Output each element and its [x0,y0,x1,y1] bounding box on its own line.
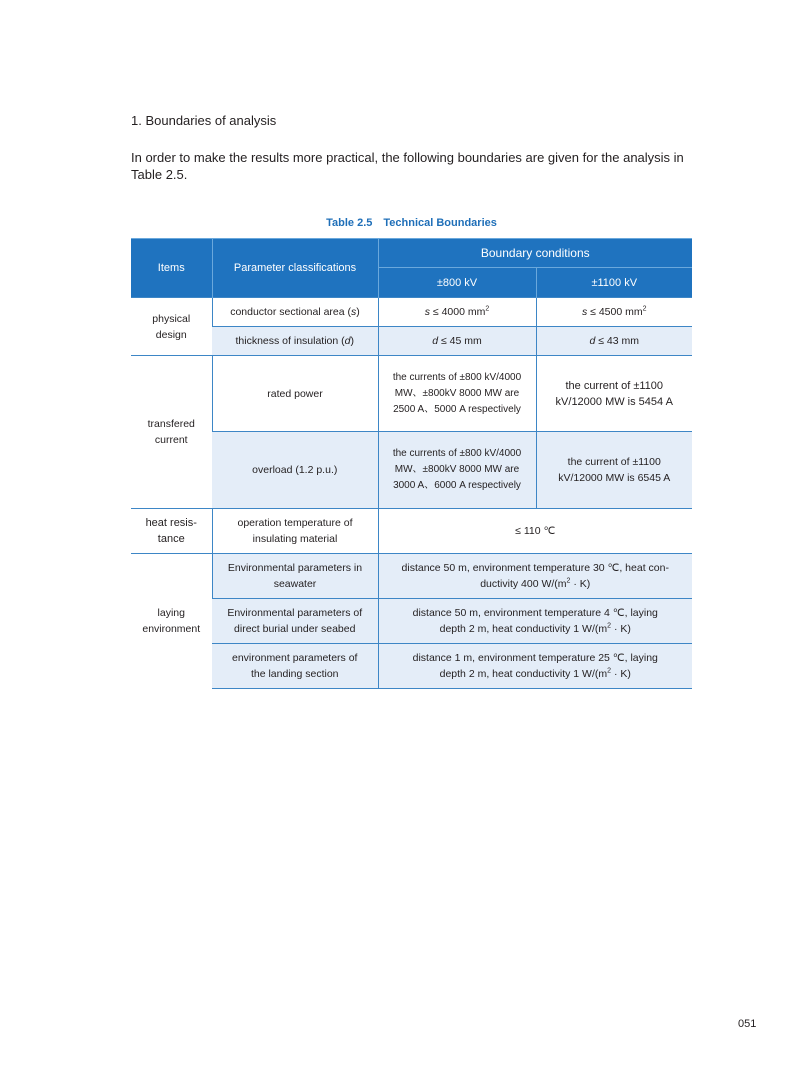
value-cell: the currents of ±800 kV/4000 MW、±800kV 8000 MW are 3000 A、6000 A respectively [378,432,536,509]
value-cell: distance 1 m, environment temperature 25 ℃, laying depth 2 m, heat conductivity 1 $W/(m^2 \cdot K)$ [378,644,692,689]
value-cell: d ≤ 43 mm [536,327,692,356]
table-row [131,432,692,509]
table-row [131,554,692,599]
table-row [131,356,692,432]
item-cell: laying environment [131,554,212,689]
header-items: Items [131,239,212,298]
value-cell: distance 50 m, environment temperature 4 ℃, laying depth 2 m, heat conductivity 1 $W/(m^2 \cdot K)$ [378,599,692,644]
value-cell: the current of ±1100 kV/12000 MW is 6545 A [536,432,692,509]
param-cell: overload (1.2 p.u.) [212,432,378,509]
value-cell: s ≤ 4000 $mm^2$ [378,298,536,327]
page-number: 051 [738,1018,757,1030]
value-cell: the current of ±1100 kV/12000 MW is 5454 A [536,356,692,432]
intro-paragraph: In order to make the results more practical, the following boundaries are given for the analysis in Table 2.5. [131,150,684,182]
table-caption: Table 2.5 Technical Boundaries [326,217,497,229]
table-row [131,509,692,554]
section-heading: 1. Boundaries of analysis [131,113,277,128]
header-params: Parameter classifications [212,239,378,298]
param-cell: rated power [212,356,378,432]
table-row [131,599,692,644]
header-boundary: Boundary conditions [378,239,692,268]
value-cell: d ≤ 45 mm [378,327,536,356]
param-cell: Environmental parameters in seawater [212,554,378,599]
value-cell: ≤ 110 ℃ [378,509,692,554]
param-cell: environment parameters of the landing section [212,644,378,689]
value-cell: distance 50 m, environment temperature 30 ℃, heat con-ductivity 400 $W/(m^2 \cdot K)$ [378,554,692,599]
technical-boundaries-table [131,238,692,689]
table-row [131,644,692,689]
table-row [131,298,692,327]
item-cell: transfered current [131,356,212,509]
header-1100kv: ±1100 kV [536,268,692,298]
param-cell: conductor sectional area (s) [212,298,378,327]
param-cell: Environmental parameters of direct burial under seabed [212,599,378,644]
item-cell: heat resis-tance [131,509,212,554]
param-cell: thickness of insulation (d) [212,327,378,356]
header-800kv: ±800 kV [378,268,536,298]
value-cell: s ≤ 4500 $mm^2$ [536,298,692,327]
table-row [131,327,692,356]
item-cell: physical design [131,298,212,356]
param-cell: operation temperature of insulating material [212,509,378,554]
value-cell: the currents of ±800 kV/4000 MW、±800kV 8000 MW are 2500 A、5000 A respectively [378,356,536,432]
